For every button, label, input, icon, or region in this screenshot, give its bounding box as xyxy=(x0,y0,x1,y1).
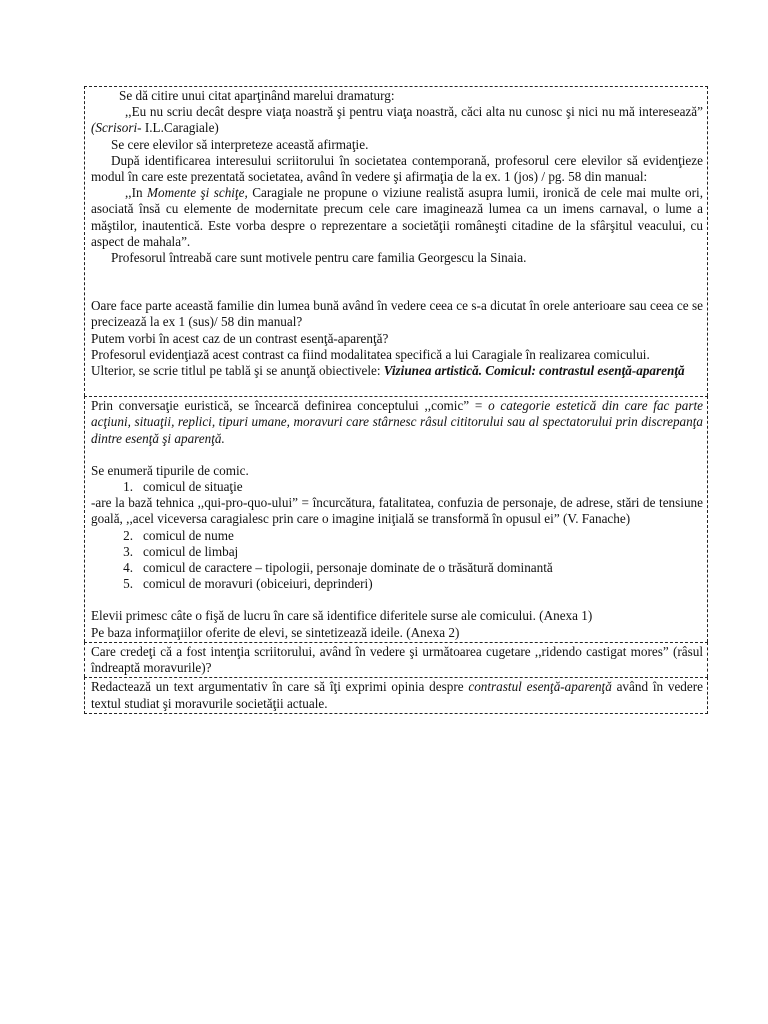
interpret-instruction: Se cere elevilor să interpreteze această afirmaţie. xyxy=(111,136,369,152)
comic-types-list xyxy=(91,528,703,593)
type-number: 3. xyxy=(123,543,133,559)
comic-type-item xyxy=(91,528,703,544)
comic-type-item xyxy=(91,560,703,576)
lesson-title: Viziunea artistică. Comicul: contrastul esenţă-aparenţă xyxy=(383,363,685,379)
intro-line: Se dă citire unui citat aparţinând marelui dramaturg: xyxy=(119,88,395,103)
type-label: comicul de moravuri (obiceiuri, deprinderi) xyxy=(143,576,373,592)
task-context: având în vedere textul studiat şi moravurile societăţii actuale. xyxy=(91,679,703,711)
situation-description: -are la bază tehnica ,,qui-pro-quo-ului” = încurcătura, fatalitatea, confuzia de personaje, de adrese, stări de tensiune goală, ,,acel viceversa caragialesc prin care o imagine iniţială se transformă în opusul ei” (V. Fanache) xyxy=(91,495,703,527)
quote-text: ,,Eu nu scriu decât despre viaţa noastră şi pentru viaţa noastră, căci alta nu cunosc şi nici nu mă interesează” xyxy=(125,104,703,120)
type-label: comicul de nume xyxy=(143,527,234,543)
types-heading: Se enumeră tipurile de comic. xyxy=(91,462,249,478)
contrast-explanation: Profesorul evidenţiază acest contrast ca fiind modalitatea specifică a lui Caragiale în realizarea comicului. xyxy=(91,346,650,362)
type-number: 2. xyxy=(123,527,133,543)
teacher-question: Profesorul întreabă care sunt motivele pentru care familia Georgescu la Sinaia. xyxy=(111,250,527,266)
type-label: comicul de caractere – tipologii, personaje dominate de o trăsătură dominantă xyxy=(143,560,553,576)
quote-source: (Scrisori- xyxy=(91,120,142,136)
type-number: 5. xyxy=(123,576,133,592)
objectives-text: Ulterior, se scrie titlul pe tablă şi se anunţă obiectivele: xyxy=(91,363,384,379)
lesson-table xyxy=(84,86,708,714)
comic-types-list xyxy=(91,479,703,495)
type-label: comicul de situaţie xyxy=(143,479,243,495)
concept-cell xyxy=(84,396,708,642)
task-cell xyxy=(84,677,708,713)
manual-citation xyxy=(91,185,703,250)
definition-text: o categorie estetică din care fac parte acţiuni, situaţii, replici, tipuri umane, moravuri care stârnesc râsul cititorului sau al spectatorului prin discrepanţa dintre esenţă şi aparenţă. xyxy=(91,398,703,446)
worksheet-line: Elevii primesc câte o fişă de lucru în care să identifice diferitele surse ale comicului. (Anexa 1) xyxy=(91,608,593,624)
citation-work: Momente şi schiţe, xyxy=(147,185,248,201)
contrast-question: Putem vorbi în acest caz de un contrast esenţă-aparenţă? xyxy=(91,330,389,346)
comic-definition xyxy=(91,398,703,447)
caragiale-quote xyxy=(91,104,703,136)
family-question: Oare face parte această familie din lumea bună având în vedere ceea ce s-a dicutat în orele anterioare sau ceea ce se precizează la ex 1 (sus)/ 58 din manual? xyxy=(91,298,703,330)
citation-text: Caragiale ne propune o viziune realistă asupra lumii, ironică de cele mai multe ori, asociată însă cu elemente de modernitate precum cele care imaginează lumea ca un imens carnaval, o lume a măştilor, inautentică. Este vorba despre o reprezentare a societăţii româneşti citadine de la sfârşitul veacului, cu aspect de mahala”. xyxy=(91,185,704,249)
comic-type-item xyxy=(91,544,703,560)
type-number: 4. xyxy=(123,560,133,576)
question-cell xyxy=(84,642,708,677)
comic-type-item xyxy=(91,576,703,592)
definition-intro: Prin conversaţie euristică, se încearcă definirea conceptului ,,comic” = xyxy=(91,398,489,414)
intro-cell xyxy=(84,86,708,396)
type-label: comicul de limbaj xyxy=(143,543,239,559)
comic-type-item xyxy=(91,479,703,495)
intention-question: Care credeţi că a fost intenţia scriitorului, având în vedere şi următoarea cugetare ,,ridendo castigat mores” (râsul îndreaptă moravurile)? xyxy=(91,643,703,676)
task-topic: contrastul esenţă-aparenţă xyxy=(468,679,612,695)
quote-author: I.L.Caragiale) xyxy=(141,120,219,136)
synthesis-line: Pe baza informaţiilor oferite de elevi, se sintetizează ideile. (Anexa 2) xyxy=(91,624,460,640)
citation-open: ,,In xyxy=(125,185,148,201)
task-text: Redactează un text argumentativ în care să îţi exprimi opinia despre xyxy=(91,679,469,695)
objectives-line xyxy=(91,363,703,379)
type-number: 1. xyxy=(123,479,133,495)
writing-task xyxy=(91,679,703,711)
society-instruction: După identificarea interesului scriitorului în societatea contemporană, profesorul cere elevilor să evidenţieze modul în care este prezentată societatea, având în vedere şi afirmaţia de la ex. 1 (jos) / pg. 58 din manual: xyxy=(91,152,703,185)
